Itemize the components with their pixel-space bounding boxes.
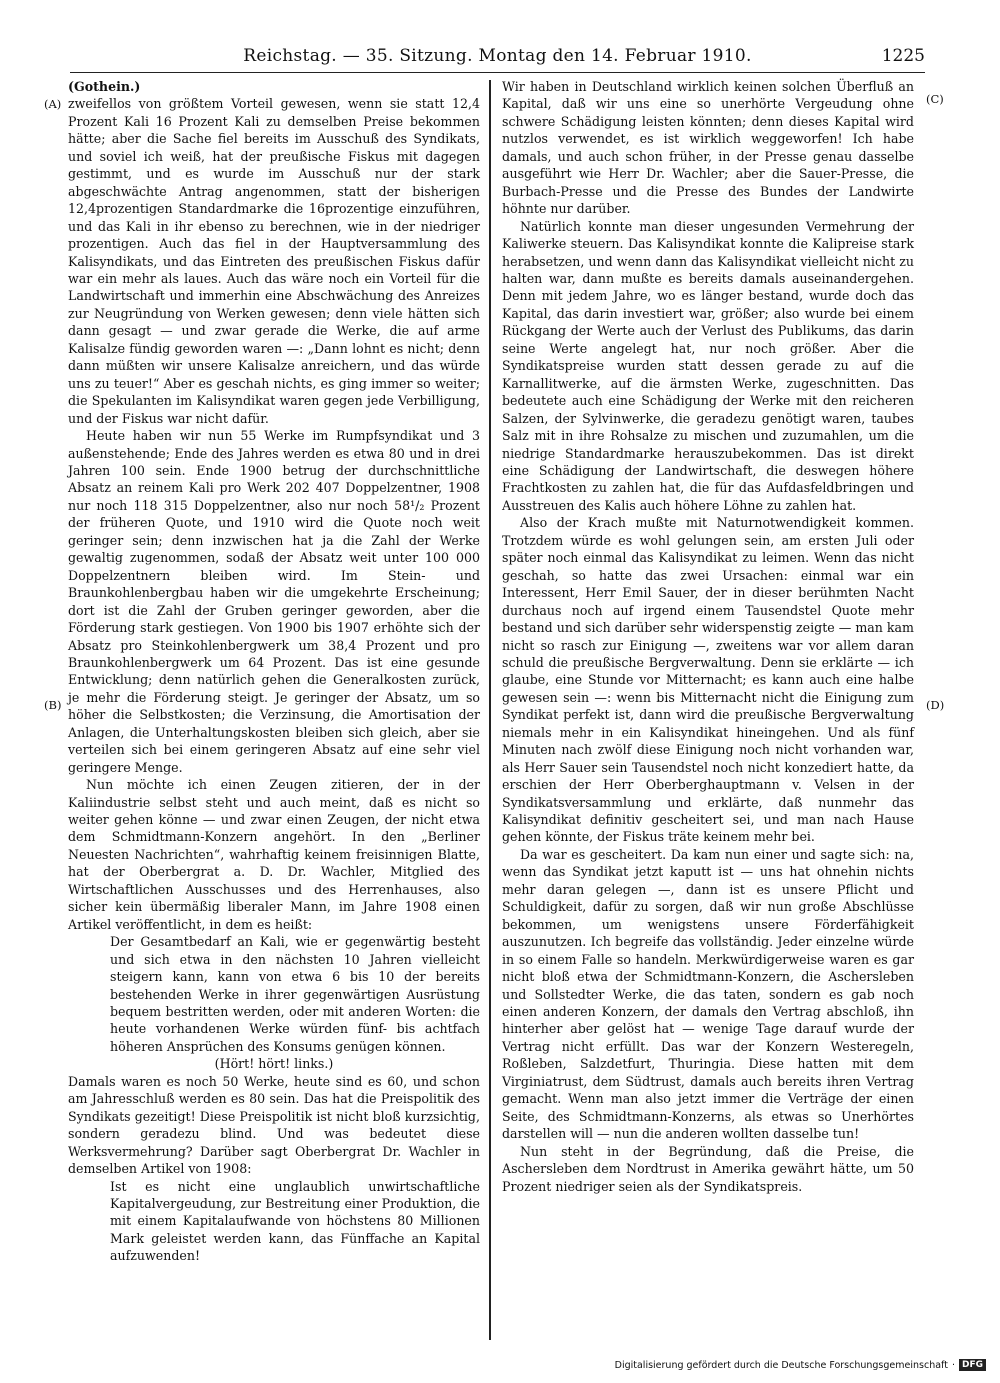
right-column [502,78,914,1195]
paragraph: Heute haben wir nun 55 Werke im Rumpfsyndikat und 3 außenstehende; Ende des Jahres werden es etwa 80 und in drei Jahren 100 sein. Ende 1900 betrug der durchschnittliche Absatz an reinem Kali pro Werk 202 407 Doppelzentner, 1908 nur noch 118 315 Doppelzentner, also nur noch 58¹/₂ Prozent der früheren Quote, und 1910 wird die Quote noch weit geringer sein; denn inzwischen hat ja die Zahl der Werke gewaltig zugenommen, sodaß der Absatz weit unter 100 000 Doppelzentnern bleiben wird. Im Stein- und Braunkohlenbergbau haben wir die umgekehrte Erscheinung; dort ist die Zahl der Gruben geringer geworden, aber die Förderung stark gestiegen. Von 1900 bis 1907 erhöhte sich der Absatz pro Steinkohlenbergwerk um 38,4 Prozent und pro Braunkohlenbergwerk um 64 Prozent. Das ist eine gesunde Entwicklung; denn natürlich gehen die Generalkosten zurück, je mehr die Förderung steigt. Je geringer der Absatz, um so höher die Selbstkosten; die Verzinsung, die Amortisation der Anlagen, die Unterhaltungskosten bleiben sich gleich, aber sie verteilen sich bei einem geringeren Absatz auf eine sehr viel geringere Menge. [68,428,480,775]
paragraph: Natürlich konnte man dieser ungesunden Vermehrung der Kaliwerke steuern. Das Kalisyndikat konnte die Kalipreise stark herabsetzen, und wenn dann das Kalisyndikat vielleicht nicht zu halten war, dann mußte es bereits damals auseinandergehen. Denn mit jedem Jahre, wo es länger bestand, wurde doch das Kapital, das darin investiert war, größer; also wurde bei einem Rückgang der Werte auch der Verlust des Publikums, das darin seine Werte angelegt hat, nur noch größer. Aber die Syndikatspreise wurden statt dessen gerade zu auf die Karnallitwerke, auf die ärmsten Werke, zugeschnitten. Das bedeutete auch eine Schädigung der Werke mit den reicheren Salzen, der Sylvinwerke, die geradezu genötigt waren, taubes Salz mit in ihre Rohsalze zu mischen und zuzumahlen, um die niedrige Standardmarke herauszubekommen. Das ist direkt eine Schädigung der Landwirtschaft, die deswegen höhere Frachtkosten zu zahlen hat, die für das Aufdasfeldbringen und Ausstreuen des Kalis auch höhere Löhne zu zahlen hat. [502,218,914,513]
margin-marker-b: (B) [44,698,62,712]
footer-text: Digitalisierung gefördert durch die Deutsche Forschungsgemeinschaft [614,1359,948,1371]
margin-marker-a: (A) [44,97,62,111]
left-column [68,78,480,1265]
page-number: 1225 [881,46,925,66]
column-divider [489,80,491,1340]
page-header [70,46,925,73]
paragraph: Damals waren es noch 50 Werke, heute sind es 60, und schon am Jahresschluß werden es 80 sein. Das hat die Preispolitik des Syndikats gezeitigt! Diese Preispolitik ist nicht bloß kurzsichtig, sondern geradezu blind. Und was bedeutet diese Werksvermehrung? Darüber sagt Oberbergrat Dr. Wachler in demselben Artikel von 1908: [68,1073,480,1177]
paragraph: Nun möchte ich einen Zeugen zitieren, der in der Kaliindustrie selbst steht und auch meint, daß es nicht so weiter gehen könne — und zwar einen Zeugen, der nicht etwa dem Schmidtmann-Konzern angehört. In den „Berliner Neuesten Nachrichten“, wahrhaftig keinem freisinnigen Blatte, hat der Oberbergrat a. D. Dr. Wachler, Mitglied des Wirtschaftlichen Ausschusses und des Herrenhauses, also sicher kein übermäßig liberaler Mann, im Jahre 1908 einen Artikel veröffentlicht, in dem es heißt: [68,777,480,932]
running-title: Reichstag. — 35. Sitzung. Montag den 14. Februar 1910. [243,46,752,66]
paragraph: zweifellos von größtem Vorteil gewesen, wenn sie statt 12,4 Prozent Kali 16 Prozent Kali zu demselben Preise bekommen hätte; aber die Sache fiel bereits im Ausschuß des Syndikats, und soviel ich weiß, hat der preußische Fiskus mit dagegen gestimmt, und es wurde im Ausschuß nur der stark abgeschwächte Antrag angenommen, statt der bisherigen 12,4prozentigen Standardmarke die 16prozentige einzuführen, und das Kali in ihr ebenso zu berechnen, wie in der niedriger prozentigen. Auch das fiel in der Hauptversammlung des Kalisyndikats, und das Eintreten des preußischen Fiskus dafür war ein mehr als laues. Auch das wäre noch ein Vorteil für die Landwirtschaft und immerhin eine Abschwächung des Anreizes zur Neugründung von Werken gewesen; denn viele hätten sich dann gesagt — und zwar gerade die Werke, die auf arme Kalisalze fündig geworden waren —: „Dann lohnt es nicht; denn dann müßten wir unsere Kalisalze anreichern, und das würde uns zu teuer!“ Aber es geschah nichts, es ging immer so weiter; die Spekulanten im Kalisyndikat waren gegen jede Verbilligung, und der Fiskus war nicht dafür. [68,96,480,426]
block-quote: Der Gesamtbedarf an Kali, wie er gegenwärtig besteht und sich etwa in den nächsten 10 Jahren vielleicht steigern kann, kann von etwa 6 bis 10 der bereits bestehenden Werke in ihrer gegenwärtigen Ausrüstung bequem bestritten werden, oder mit anderen Worten: die heute vorhandenen Werke würden fünf- bis achtfach höheren Ansprüchen des Konsums genügen können. [110,934,480,1054]
dfg-logo-icon: DFG [959,1359,986,1371]
footer-credit: Digitalisierung gefördert durch die Deutsche Forschungsgemeinschaft · DFG [615,1359,986,1371]
margin-marker-c: (C) [926,92,944,106]
paragraph: Also der Krach mußte mit Naturnotwendigkeit kommen. Trotzdem würde es wohl gelungen sein, am ersten Juli oder später noch einmal das Kalisyndikat zu leimen. Wenn das nicht geschah, so hatte das zwei Ursachen: einmal war ein Interessent, Herr Emil Sauer, der in dieser berühmten Nacht durchaus noch auf irgend einem Tausendstel Quote mehr bestand und sich darüber sehr widerspenstig zeigte — man kam nicht so rasch zur Einigung —, zweitens war vor allem daran schuld die preußische Bergverwaltung. Denn sie erklärte — ich glaube, eine Stunde vor Mitternacht; es kann auch eine halbe gewesen sein —: wenn bis Mitternacht nicht die Einigung zum Syndikat perfekt ist, dann wird die preußische Bergverwaltung niemals mehr in ein Kalisyndikat hineingehen. Und als fünf Minuten nach zwölf diese Einigung noch nicht vorhanden war, als Herr Sauer sein Tausendstel noch nicht konzediert hatte, da erschien der Herr Oberberghauptmann v. Velsen in der Syndikatsversammlung und erklärte, daß nunmehr das Kalisyndikat definitiv gescheitert sei, und man nach Hause gehen könnte, der Fiskus träte keinem mehr bei. [502,515,914,845]
paragraph: Nun steht in der Begründung, daß die Preise, die Aschersleben dem Nordtrust in Amerika gewährt hätte, um 50 Prozent niedriger seien als der Syndikatspreis. [502,1143,914,1194]
paragraph: Da war es gescheitert. Da kam nun einer und sagte sich: na, wenn das Syndikat jetzt kaputt ist — uns hat ohnehin nichts mehr daran gelegen —, dann ist es unsere Pflicht und Schuldigkeit, dafür zu sorgen, daß wir nun große Abschlüsse bekommen, um wenigstens unsere Förderfähigkeit auszunutzen. Ich begreife das vollständig. Jeder einzelne würde in so einem Falle so handeln. Merkwürdigerweise waren es gar nicht bloß etwa der Schmidtmann-Konzern, die Aschersleben und Sollstedter Werke, die das taten, sondern es gab noch einen anderen Konzern, der damals den Vertrag abschloß, ihn hinterher aber gelöst hat — wenige Tage darauf wurde der Vertrag nicht erfüllt. Das war der Konzern Westeregeln, Roßleben, Salzdetfurt, Thuringia. Diese hatten mit dem Virginiatrust, dem Südtrust, damals auch bereits ihren Vertrag gemacht. Wenn man also jetzt immer die Verträge der einen Seite, des Schmidtmann-Konzerns, als etwas so Unerhörtes darstellen will — nun die anderen wollten dasselbe tun! [502,846,914,1142]
margin-marker-d: (D) [926,698,945,712]
paragraph: Wir haben in Deutschland wirklich keinen solchen Überfluß an Kapital, daß wir uns eine so unerhörte Vergeudung ohne schwere Schädigung leisten könnten; denn dieses Kapital wird nutzlos verwendet, es ist wirklich weggeworfen! Ich habe damals, und auch schon früher, in der Presse genau dasselbe ausgeführt wie Herr Dr. Wachler; aber die Sauer-Presse, die Burbach-Presse und die Presse des Bundes der Landwirte höhnte nur darüber. [502,79,914,217]
block-quote: Ist es nicht eine unglaublich unwirtschaftliche Kapitalvergeudung, zur Bestreitung einer Produktion, die mit einem Kapitalaufwande von höchstens 80 Millionen Mark geleistet werden kann, das Fünffache an Kapital aufzuwenden! [110,1178,480,1264]
speaker-label: (Gothein.) [68,79,141,94]
interjection: (Hört! hört! links.) [214,1056,334,1072]
